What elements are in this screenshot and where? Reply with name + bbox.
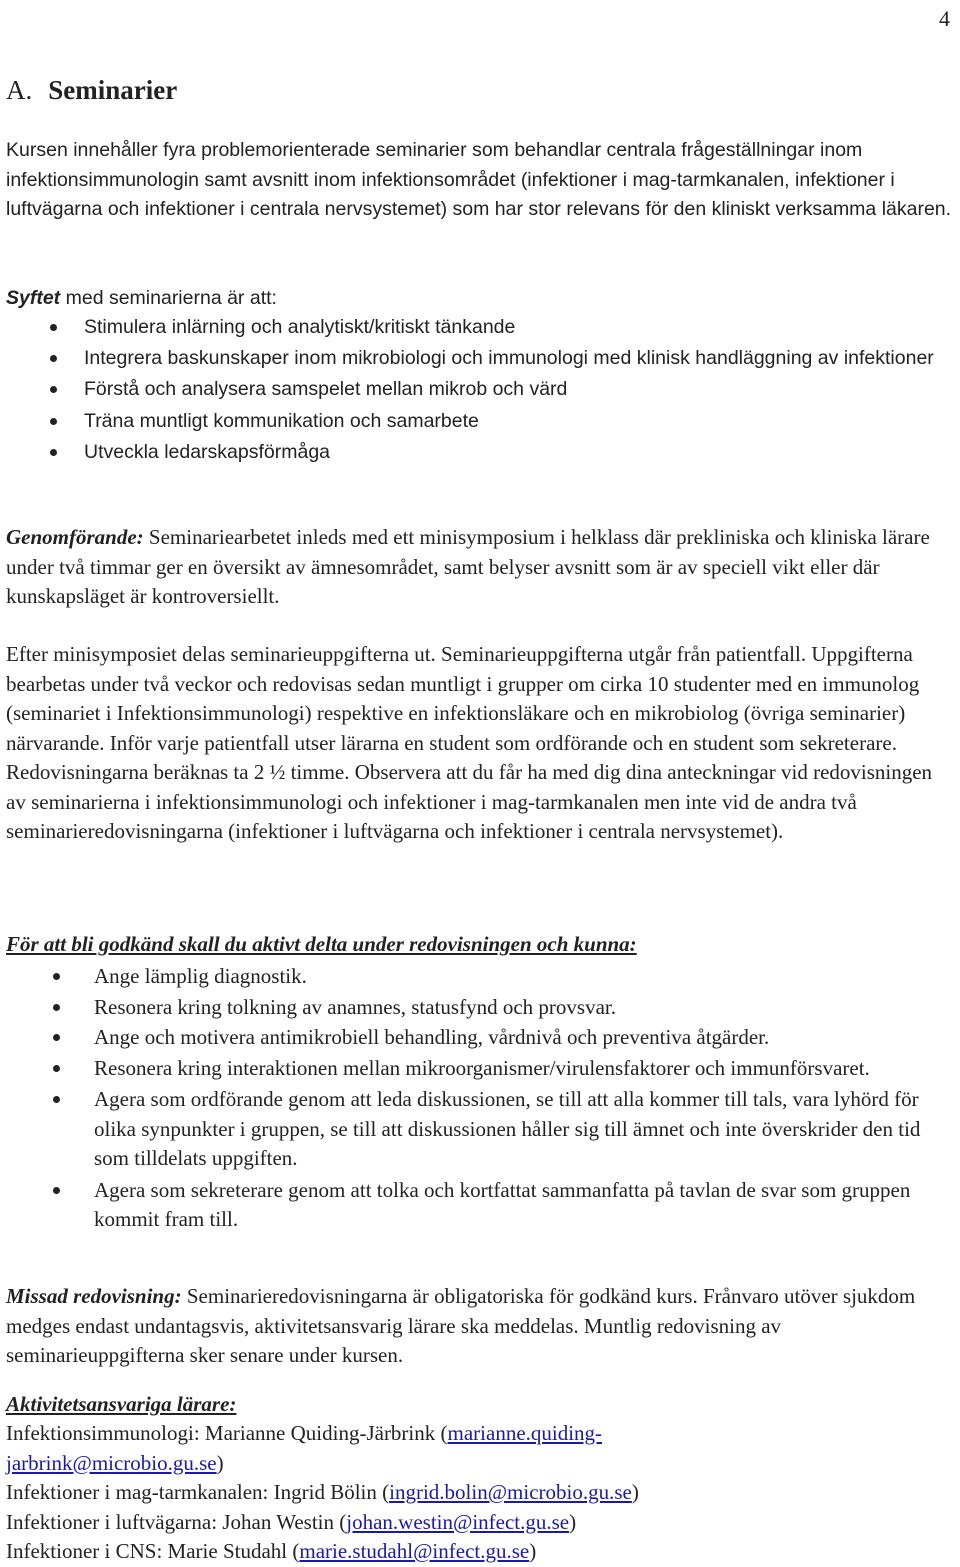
teacher-close: ) xyxy=(529,1539,537,1563)
teacher-row xyxy=(6,1508,956,1538)
list-item: Förstå och analysera samspelet mellan mikrob och värd xyxy=(84,375,960,405)
list-item: Agera som ordförande genom att leda diskussionen, se till att alla kommer till tals, vara lyhörd för olika synpunkter i gruppen, se till att diskussionen håller sig till ämnet och inte överskrider den tid som tilldelats uppgiften. xyxy=(94,1085,954,1174)
teachers-list xyxy=(6,1419,956,1567)
teacher-label: Infektioner i luftvägarna: Johan Westin ( xyxy=(6,1509,347,1534)
teacher-label: Infektioner i mag-tarmkanalen: Ingrid Bölin ( xyxy=(6,1480,390,1504)
teachers-heading: Aktivitetsansvariga lärare: xyxy=(6,1392,237,1416)
missad-label: Missad redovisning: xyxy=(6,1284,182,1308)
teacher-label: Infektioner i CNS: Marie Studahl ( xyxy=(6,1539,300,1563)
teacher-label: Infektionsimmunologi: Marianne Quiding-Järbrink ( xyxy=(6,1421,448,1445)
efter-paragraph: Efter minisymposiet delas seminarieuppgifterna ut. Seminarieuppgifterna utgår från patientfall. Uppgifterna bearbetas under två veckor och redovisas sedan muntligt i grupper om cirka 10 studenter med en immunolog (seminariet i Infektionsimmunologi) respektive en infektionsläkare och en mikrobiolog (övriga seminarier) närvarande. Inför varje patientfall utser lärarna en student som ordförande och en student som sekreterare. Redovisningarna beräknas ta 2 ½ timme. Observera att du får ha med dig dina anteckningar vid redovisningen av seminarierna i infektionsimmunologi och infektioner i mag-tarmkanalen men inte vid de andra två seminarieredovisningarna (infektioner i luftvägarna och infektioner i centrala nervsystemet). xyxy=(6,642,933,843)
section-heading xyxy=(6,72,177,108)
godkand-list xyxy=(94,962,954,1235)
teacher-row xyxy=(6,1478,956,1508)
list-item: Integrera baskunskaper inom mikrobiologi och immunologi med klinisk handläggning av infektioner xyxy=(84,344,960,374)
list-item: Agera som sekreterare genom att tolka och kortfattat sammanfatta på tavlan de svar som gruppen kommit fram till. xyxy=(94,1176,954,1235)
list-item: Stimulera inlärning och analytiskt/kritiskt tänkande xyxy=(84,313,960,343)
teacher-email-link[interactable]: ingrid.bolin@microbio.gu.se xyxy=(389,1480,632,1504)
godkand-heading: För att bli godkänd skall du aktivt delta under redovisningen och kunna: xyxy=(6,932,637,956)
list-item: Ange lämplig diagnostik. xyxy=(94,962,954,992)
section-number: A. xyxy=(6,75,33,105)
list-item: Ange och motivera antimikrobiell behandling, vårdnivå och preventiva åtgärder. xyxy=(94,1023,954,1053)
syfte-list xyxy=(84,313,960,468)
genomforande-label: Genomförande: xyxy=(6,525,144,549)
section-title: Seminarier xyxy=(48,75,178,105)
teacher-close: ) xyxy=(631,1480,639,1504)
list-item: Utveckla ledarskapsförmåga xyxy=(84,438,960,468)
missad-text: Seminarieredovisningarna är obligatoriska för godkänd kurs. Frånvaro utöver sjukdom medges endast undantagsvis, aktivitetsansvarig lärare ska meddelas. Muntlig redovisning av seminarieuppgifterna sker senare under kursen. xyxy=(6,1284,916,1367)
list-item: Resonera kring tolkning av anamnes, statusfynd och provsvar. xyxy=(94,993,954,1023)
teacher-close: ) xyxy=(216,1450,224,1475)
teacher-row xyxy=(6,1537,956,1567)
missad-paragraph xyxy=(6,1282,956,1371)
teacher-email-link[interactable]: marie.studahl@infect.gu.se xyxy=(299,1539,530,1563)
page-number: 4 xyxy=(939,6,950,31)
intro-paragraph: Kursen innehåller fyra problemorienterade seminarier som behandlar centrala frågeställningar inom infektionsimmunologin samt avsnitt inom infektionsområdet (infektioner i mag-tarmkanalen, infektioner i luftvägarna och infektioner i centrala nervsystemet) som har stor relevans för den kliniskt verksamma läkaren. xyxy=(6,139,952,220)
list-item: Resonera kring interaktionen mellan mikroorganismer/virulensfaktorer och immunförsvaret. xyxy=(94,1054,954,1084)
teacher-close: ) xyxy=(569,1509,577,1534)
genomforande-paragraph xyxy=(6,523,956,612)
syfte-label: Syftet xyxy=(6,287,61,309)
genomforande-text: Seminariearbetet inleds med ett minisymposium i helklass där prekliniska och kliniska lärare under två timmar ger en översikt av ämnesområdet, samt belyser avsnitt som är av speciell vikt eller där kunskapsläget är kontroversiellt. xyxy=(6,525,930,608)
list-item: Träna muntligt kommunikation och samarbete xyxy=(84,407,960,437)
syfte-lead xyxy=(6,284,956,314)
syfte-lead-text: med seminarierna är att: xyxy=(60,287,277,309)
teacher-email-link[interactable]: johan.westin@infect.gu.se xyxy=(346,1509,570,1534)
teacher-row xyxy=(6,1419,956,1478)
teacher-email-link-cont[interactable]: jarbrink@microbio.gu.se xyxy=(6,1450,217,1475)
teacher-email-link[interactable]: marianne.quiding- xyxy=(447,1421,603,1445)
